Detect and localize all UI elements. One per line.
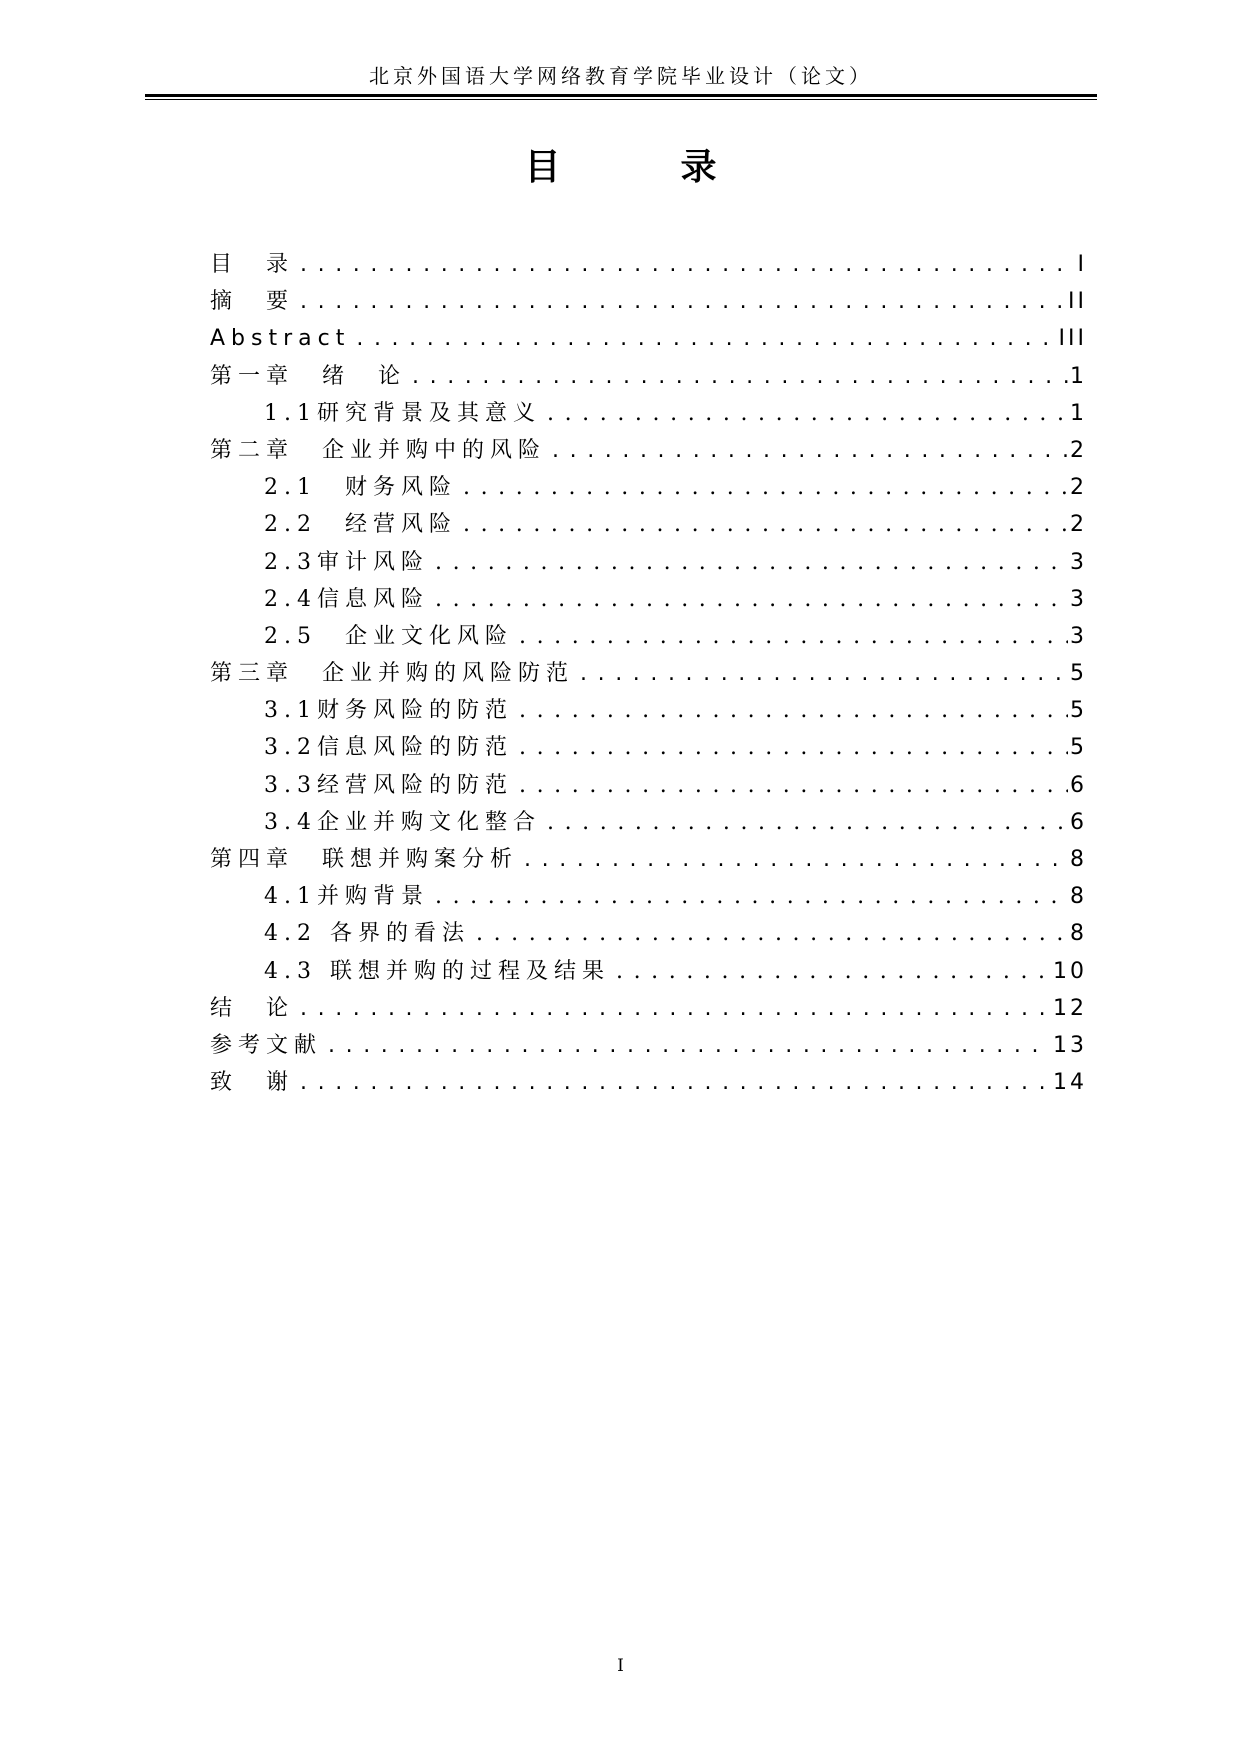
toc-entry-label: 2.5 企业文化风险 — [264, 623, 513, 649]
toc-entry-page: 1 — [1070, 400, 1087, 426]
toc-entry-page: 13 — [1053, 1032, 1087, 1058]
toc-entry — [210, 655, 1087, 692]
table-of-contents — [210, 246, 1087, 1101]
toc-title: 目 录 — [524, 147, 759, 188]
toc-entry-label: 4.1并购背景 — [264, 884, 429, 910]
toc-dot-leader — [300, 990, 1051, 1027]
toc-entry — [210, 767, 1087, 804]
page-number: I — [617, 1656, 624, 1676]
toc-entry-label: 2.2 经营风险 — [264, 512, 457, 538]
toc-entry — [210, 1027, 1087, 1064]
toc-entry-page: 12 — [1053, 995, 1087, 1021]
toc-entry-label: 3.1财务风险的防范 — [264, 698, 513, 724]
toc-entry-label: 第三章 企业并购的风险防范 — [210, 661, 575, 687]
toc-entry-label: 1.1研究背景及其意义 — [264, 400, 541, 426]
toc-entry — [210, 432, 1087, 469]
toc-entry — [210, 990, 1087, 1027]
header-rule-thin — [145, 99, 1097, 100]
toc-entry — [210, 729, 1087, 766]
toc-entry-page: 5 — [1070, 698, 1087, 724]
toc-entry-label: 3.2信息风险的防范 — [264, 735, 513, 761]
toc-entry-page: II — [1068, 289, 1087, 315]
toc-entry-page: 14 — [1053, 1070, 1087, 1096]
toc-dot-leader — [519, 729, 1068, 766]
toc-entry-label: 参考文献 — [210, 1032, 323, 1058]
toc-entry — [210, 841, 1087, 878]
toc-entry-label: Abstract — [210, 326, 351, 352]
running-header: 北京外国语大学网络教育学院毕业设计（论文） — [369, 64, 873, 88]
toc-entry — [210, 953, 1087, 990]
toc-dot-leader — [435, 878, 1068, 915]
toc-entry-label: 第一章 绪 论 — [210, 363, 407, 389]
toc-entry-page: 2 — [1070, 475, 1087, 501]
toc-entry — [210, 283, 1087, 320]
toc-dot-leader — [300, 283, 1066, 320]
toc-dot-leader — [463, 469, 1068, 506]
toc-entry — [210, 1064, 1087, 1101]
toc-entry-label: 2.3审计风险 — [264, 549, 429, 575]
toc-entry — [210, 469, 1087, 506]
toc-entry — [210, 320, 1087, 357]
toc-entry — [210, 915, 1087, 952]
toc-dot-leader — [519, 767, 1068, 804]
toc-dot-leader — [519, 692, 1068, 729]
toc-entry-label: 结 论 — [210, 995, 295, 1021]
toc-entry-label: 摘 要 — [210, 289, 295, 315]
toc-entry-label: 3.4企业并购文化整合 — [264, 809, 541, 835]
toc-entry-page: 5 — [1070, 661, 1087, 687]
toc-entry-label: 致 谢 — [210, 1070, 295, 1096]
toc-dot-leader — [580, 655, 1068, 692]
toc-entry-page: 3 — [1070, 623, 1087, 649]
toc-entry-page: 8 — [1070, 847, 1087, 872]
toc-entry-page: 3 — [1070, 549, 1087, 575]
toc-entry — [210, 246, 1087, 283]
toc-dot-leader — [552, 432, 1068, 469]
toc-dot-leader — [463, 506, 1068, 543]
toc-entry-page: 8 — [1070, 884, 1087, 910]
toc-entry — [210, 581, 1087, 618]
toc-entry — [210, 878, 1087, 915]
toc-entry-page: 10 — [1053, 958, 1087, 984]
toc-dot-leader — [547, 395, 1068, 432]
toc-dot-leader — [519, 618, 1068, 655]
toc-entry-page: I — [1077, 252, 1087, 277]
toc-dot-leader — [435, 581, 1068, 618]
toc-entry-page: 1 — [1070, 363, 1087, 389]
toc-dot-leader — [356, 320, 1056, 357]
toc-dot-leader — [328, 1027, 1051, 1064]
toc-entry-label: 4.3 联想并购的过程及结果 — [264, 958, 610, 984]
toc-entry-label: 4.2 各界的看法 — [264, 921, 470, 947]
toc-entry-page: 8 — [1070, 921, 1087, 947]
toc-entry — [210, 692, 1087, 729]
toc-entry-page: 6 — [1070, 772, 1087, 798]
toc-entry-page: 2 — [1070, 437, 1087, 463]
toc-dot-leader — [547, 804, 1068, 841]
toc-entry — [210, 358, 1087, 395]
toc-dot-leader — [300, 1064, 1051, 1101]
toc-entry-page: 6 — [1070, 809, 1087, 835]
toc-entry — [210, 395, 1087, 432]
toc-entry-label: 第二章 企业并购中的风险 — [210, 437, 547, 463]
toc-entry — [210, 804, 1087, 841]
toc-dot-leader — [412, 358, 1068, 395]
header-rule — [145, 94, 1097, 97]
toc-dot-leader — [524, 841, 1068, 878]
toc-entry-label: 目 录 — [210, 252, 295, 277]
toc-entry-label: 2.1 财务风险 — [264, 475, 457, 501]
toc-entry — [210, 618, 1087, 655]
toc-entry-page: 3 — [1070, 586, 1087, 612]
toc-entry-page: 5 — [1070, 735, 1087, 761]
toc-entry — [210, 544, 1087, 581]
toc-entry-label: 2.4信息风险 — [264, 586, 429, 612]
toc-entry-page: III — [1058, 326, 1087, 352]
toc-entry — [210, 506, 1087, 543]
toc-dot-leader — [300, 246, 1075, 283]
toc-dot-leader — [476, 915, 1068, 952]
toc-entry-page: 2 — [1070, 512, 1087, 538]
toc-dot-leader — [616, 953, 1051, 990]
toc-dot-leader — [435, 544, 1068, 581]
toc-entry-label: 第四章 联想并购案分析 — [210, 847, 519, 872]
toc-entry-label: 3.3经营风险的防范 — [264, 772, 513, 798]
